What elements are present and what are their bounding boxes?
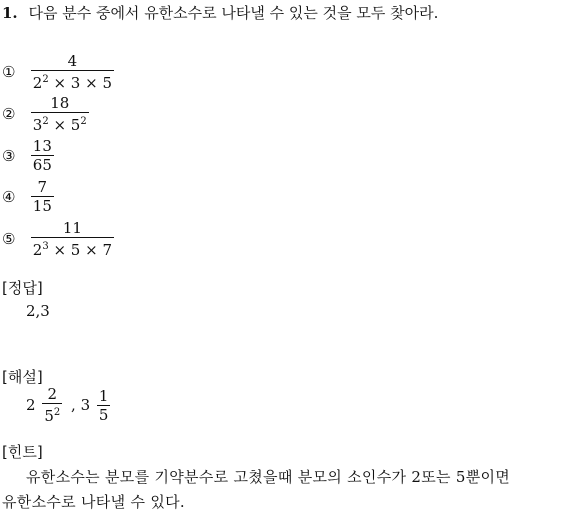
fraction-denominator: $5^2$ <box>42 403 62 425</box>
explanation-fraction-2 <box>97 387 111 424</box>
option-fraction <box>31 94 89 134</box>
question-number: 1. <box>2 4 18 22</box>
fraction-denominator: $3^2 \times 5^2$ <box>31 112 89 134</box>
fraction-numerator: 13 <box>32 137 52 155</box>
fraction-numerator: 2 <box>47 385 58 403</box>
fraction-denominator: 15 <box>32 197 52 215</box>
fraction-denominator: $2^2 \times 3 \times 5$ <box>31 70 114 92</box>
option-3 <box>2 137 54 174</box>
explanation-whole-number: 2 <box>26 396 36 414</box>
hint-label: [힌트] <box>2 443 43 461</box>
explanation-expression <box>26 385 110 425</box>
hint-line-1: 유한소수는 분모를 기약분수로 고쳤을때 분모의 소인수가 2또는 5뿐이면 <box>26 468 511 486</box>
fraction-numerator: 11 <box>62 219 82 237</box>
option-fraction <box>31 219 114 259</box>
option-2 <box>2 94 89 134</box>
question-text: 다음 분수 중에서 유한소수로 나타낼 수 있는 것을 모두 찾아라. <box>28 4 439 22</box>
answer-value: 2,3 <box>26 302 50 320</box>
option-mark: ① <box>2 63 16 81</box>
option-1 <box>2 52 114 92</box>
explanation-separator: , 3 <box>71 396 91 414</box>
fraction-denominator: 65 <box>32 156 52 174</box>
option-fraction <box>31 52 114 92</box>
fraction-numerator: 4 <box>67 52 78 70</box>
fraction-numerator: 18 <box>50 94 70 112</box>
fraction-denominator: 5 <box>98 405 109 424</box>
explanation-label: [해설] <box>2 368 43 386</box>
fraction-numerator: 7 <box>37 178 48 196</box>
option-4 <box>2 178 54 215</box>
option-fraction <box>31 178 54 215</box>
explanation-fraction-1 <box>42 385 62 425</box>
option-mark: ⑤ <box>2 230 16 248</box>
hint-line-2: 유한소수로 나타낼 수 있다. <box>2 493 185 511</box>
answer-label: [정답] <box>2 279 43 297</box>
fraction-numerator: 1 <box>98 386 109 405</box>
option-fraction <box>31 137 54 174</box>
option-5 <box>2 219 114 259</box>
option-mark: ② <box>2 105 16 123</box>
option-mark: ④ <box>2 187 16 206</box>
option-mark: ③ <box>2 146 16 165</box>
question <box>2 2 438 23</box>
fraction-denominator: $2^3 \times 5 \times 7$ <box>31 237 114 259</box>
